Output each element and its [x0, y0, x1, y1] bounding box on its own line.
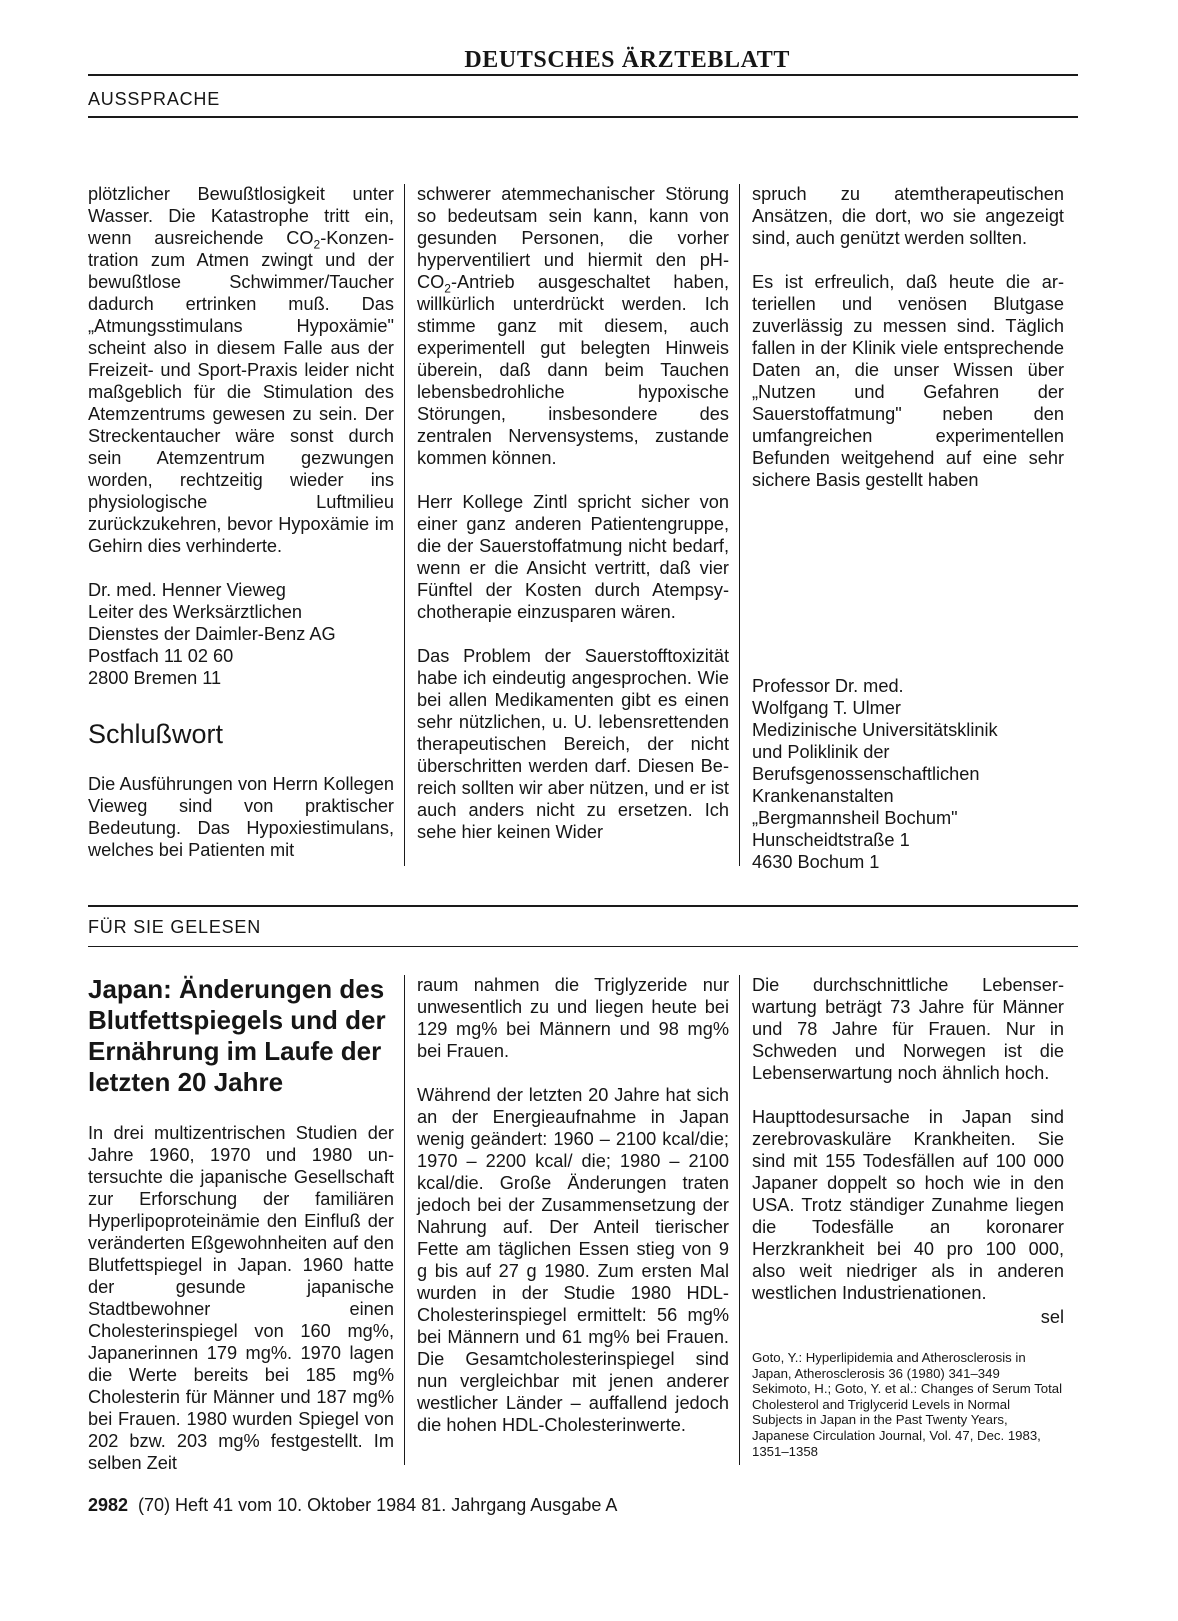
section2-rule-bottom [88, 946, 1078, 947]
bottom-column-2 [417, 974, 729, 1458]
article-headline: Japan: Änderungen des Blutfettspiegels und der Ernährung im Laufe der letzten 20 Jahre [88, 974, 386, 1097]
bottom-col3-paragraph-2: Haupttodesursache in Japan sind zerebrovaskuläre Krankheiten. Sie sind mit 155 Todesfällen auf 100 000 Japaner doppelt so hoch wie in den USA. Trotz ständiger Zunahme liegen die Todesfälle an koronarer Herzkrankheit bei 40 pro 100 000, also weit niedriger als in anderen westlichen Industrienationen. [752, 1107, 1064, 1303]
header-rule-top [88, 74, 1078, 76]
bottom-col2-paragraph-1: raum nahmen die Triglyzeride nur unwesentlich zu und liegen heute bei 129 mg% bei Männern und 98 mg% bei Frauen. [417, 975, 729, 1061]
bottom-column-1 [88, 974, 394, 1496]
top-column-3 [752, 183, 1064, 513]
page-footer [88, 1494, 617, 1516]
top-col1-paragraph-2: Die Ausführungen von Herrn Kollegen Vieweg sind von praktischer Bedeutung. Das Hypoxiestimulans, welches bei Patienten mit [88, 774, 394, 860]
references: Goto, Y.: Hyperlipidemia and Atherosclerosis in Japan, Atherosclerosis 36 (1980) 341–349 Sekimoto, H.; Goto, Y. et al.: Changes of Serum Total Cholesterol and Triglycerid Levels in Normal Subjects in Japan in the Past Twenty Years, Japanese Circulation Journal, Vol. 47, Dec. 1983, 1351–1358 [752, 1350, 1063, 1459]
section-label-aussprache: AUSSPRACHE [88, 89, 221, 109]
top-col2-paragraph-1: schwerer atemmechanischer Störung so bedeutsam sein kann, kann von gesunden Personen, die vorher hyperventiliert und hiermit den $pH-CO_2$-Antrieb ausgeschaltet haben, willkürlich unterdrückt werden. Ich stimme ganz mit diesem, auch experimentell gut belegten Hinweis überein, daß dann beim Tauchen lebensbedrohliche hypoxische Störungen, insbesondere des zentralen Nervensystems, zustande kommen können. [417, 184, 729, 468]
top-col1-paragraph-1: plötzlicher Bewußtlosigkeit unter Wasser. Die Katastrophe tritt ein, wenn ausreichende $CO_2$-Konzentration zum Atmen zwingt und der bewußtlose Schwimmer/Taucher dadurch ertrinken muß. Das „Atmungsstimulans Hypoxämie" scheint also in diesem Falle aus der Freizeit- und Sport-Praxis leider nicht maßgeblich für die Stimulation des Atemzentrums gewesen zu sein. Der Streckentaucher wäre sonst durch sein Atemzentrum gezwungen worden, rechtzeitig wieder ins physiologische Luftmilieu zurückzukehren, bevor Hypoxämie im Gehirn dies verhinderte. [88, 184, 394, 556]
section2-rule [88, 905, 1078, 907]
top-column-3-signature-block [752, 675, 1068, 873]
journal-title: DEUTSCHES ÄRZTEBLATT [464, 47, 790, 73]
column-divider [404, 975, 405, 1465]
bottom-col2-paragraph-2: Während der letzten 20 Jahre hat sich an der Energieaufnahme in Japan wenig geändert: 1960 – 2100 kcal/die; 1970 – 2200 kcal/ die; 1980 – 2100 kcal/die. Große Änderungen traten jedoch bei der Zusammensetzung der Nahrung auf. Der Anteil tierischer Fette am täglichen Essen stieg von 9 g bis auf 27 g 1980. Zum ersten Mal wurden in der Studie 1980 HDL-Cholesterinspiegel ermittelt: 56 mg% bei Männern und 61 mg% bei Frauen. Die Gesamtcholesterinspiegel sind nun vergleichbar mit jenen anderer westlicher Länder – auffallend jedoch die hohen HDL-Cholesterinwerte. [417, 1085, 729, 1435]
bottom-col3-paragraph-1: Die durchschnittliche Lebenserwartung beträgt 73 Jahre für Männer und 78 Jahre für Frauen. Nur in Schweden und Norwegen ist die Lebenserwartung noch ähnlich hoch. [752, 975, 1064, 1083]
bottom-column-3 [752, 974, 1064, 1459]
top-column-2 [417, 183, 729, 865]
top-col3-paragraph-1: spruch zu atemtherapeutischen Ansätzen, die dort, wo sie angezeigt sind, auch genützt werden sollten. [752, 184, 1064, 248]
column-divider [739, 184, 740, 866]
top-col1-signature: Dr. med. Henner Vieweg Leiter des Werksärztlichen Dienstes der Daimler-Benz AG Postfach 11 02 60 2800 Bremen 11 [88, 580, 336, 688]
section-label-fuer-sie-gelesen: FÜR SIE GELESEN [88, 917, 262, 937]
column-divider [404, 184, 405, 866]
schlusswort-heading: Schlußwort [88, 719, 224, 749]
issue-info: (70) Heft 41 vom 10. Oktober 1984 81. Jahrgang Ausgabe A [138, 1495, 618, 1515]
top-col3-signature: Professor Dr. med. Wolfgang T. Ulmer Medizinische Universitätsklinik und Poliklinik der Berufsgenossenschaftlichen Krankenanstalten „Bergmannsheil Bochum" Hunscheidtstraße 1 4630 Bochum 1 [752, 676, 998, 872]
page-number: 2982 [88, 1495, 129, 1515]
top-col2-paragraph-2: Herr Kollege Zintl spricht sicher von einer ganz anderen Patientengruppe, die der Sauerstoffatmung nicht bedarf, wenn er die Ansicht vertritt, daß vier Fünftel der Kosten durch Atempsychotherapie einzusparen wären. [417, 492, 729, 622]
header-rule-bottom [88, 116, 1078, 118]
top-column-1 [88, 183, 394, 883]
top-col3-paragraph-2: Es ist erfreulich, daß heute die arteriellen und venösen Blutgase zuverlässig zu messen sind. Täglich fallen in der Klinik viele entsprechende Daten an, die unser Wissen über „Nutzen und Gefahren der Sauerstoffatmung" neben den umfangreichen experimentellen Befunden weitgehend auf eine sehr sichere Basis gestellt haben [752, 272, 1064, 490]
author-sign: sel [1040, 1307, 1064, 1327]
top-col2-paragraph-3: Das Problem der Sauerstofftoxizität habe ich eindeutig angesprochen. Wie bei allen Medikamenten gibt es einen sehr nützlichen, u. U. lebensrettenden therapeutischen Bereich, der nicht überschritten werden darf. Diesen Bereich sollten wir aber nützen, und er ist auch anders nicht zu ersetzen. Ich sehe hier keinen Wider [417, 646, 729, 842]
bottom-col1-paragraph-1: In drei multizentrischen Studien der Jahre 1960, 1970 und 1980 untersuchte die japanische Gesellschaft zur Erforschung der familiären Hyperlipoproteinämie den Einfluß der veränderten Eßgewohnheiten auf den Blutfettspiegel in Japan. 1960 hatte der gesunde japanische Stadtbewohner einen Cholesterinspiegel von 160 mg%, Japanerinnen 179 mg%. 1970 lagen die Werte bereits bei 185 mg% Cholesterin für Männer und 187 mg% bei Frauen. 1980 wurden Spiegel von 202 bzw. 203 mg% festgestellt. Im selben Zeit [88, 1123, 394, 1473]
column-divider [739, 975, 740, 1465]
